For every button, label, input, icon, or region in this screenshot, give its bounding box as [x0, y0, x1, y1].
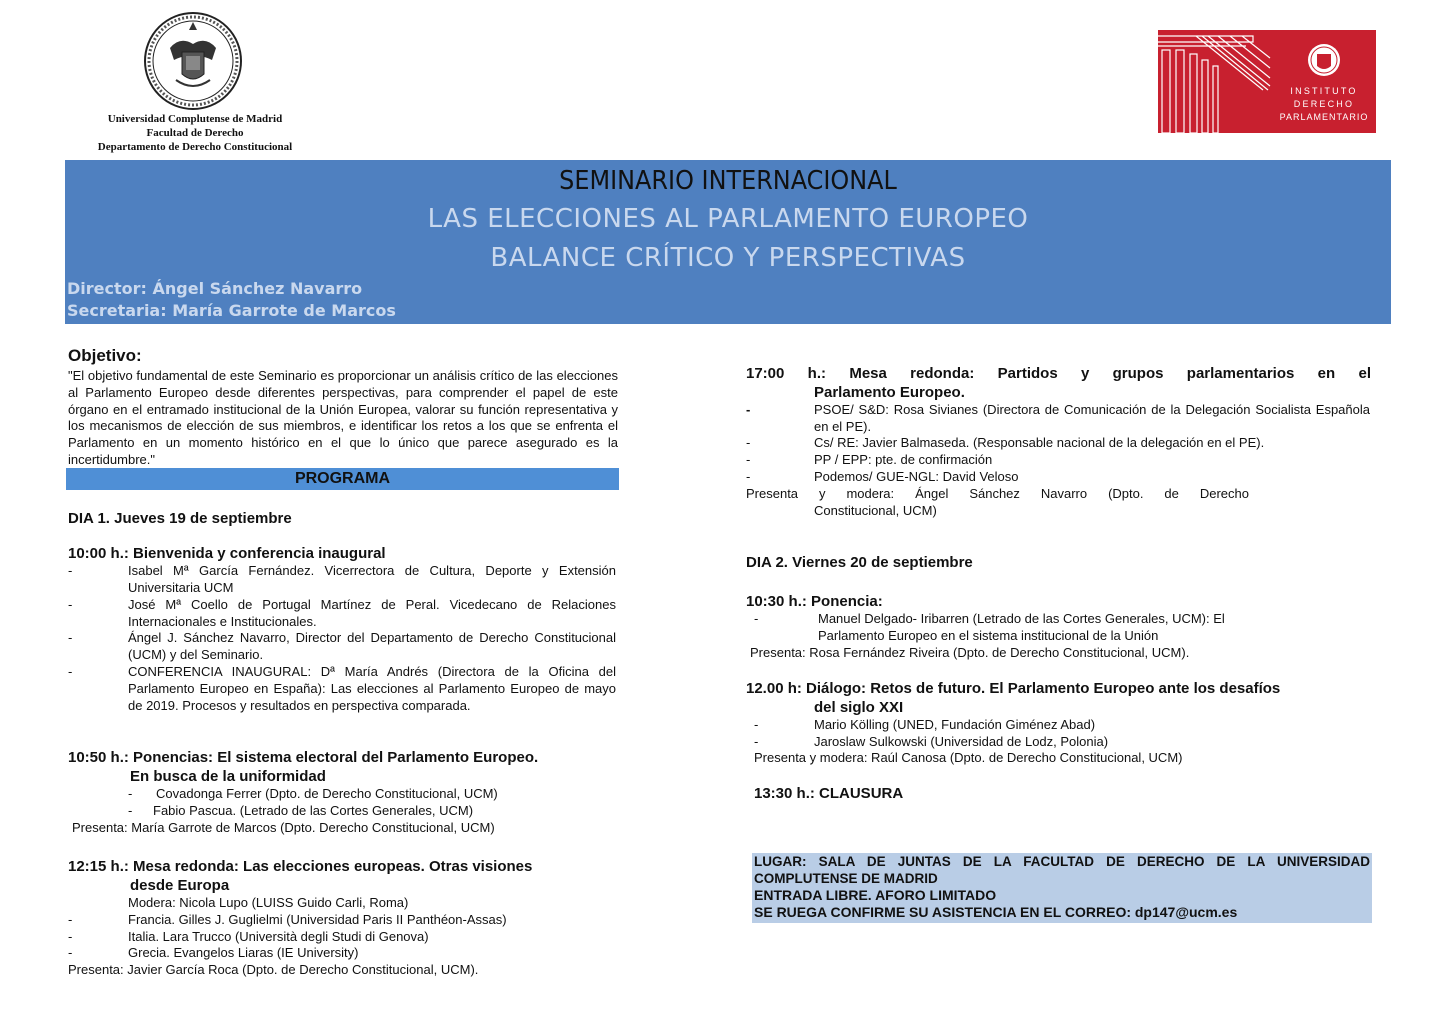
session-heading: 12:15 h.: Mesa redonda: Las elecciones europeas. Otras visiones: [68, 858, 533, 875]
bullet-dash: -: [746, 402, 751, 417]
bullet-dash: -: [128, 786, 133, 801]
bullet-dash: -: [68, 630, 73, 645]
institute-line-1: INSTITUTO: [1290, 86, 1358, 96]
list-item: Grecia. Evangelos Liaras (IE University): [128, 945, 359, 960]
bullet-dash: -: [68, 929, 73, 944]
list-item: José Mª Coello de Portugal Martínez de Peral. Vicedecano de Relaciones Internacionales e Institucionales.: [128, 597, 616, 629]
session-heading: 10:50 h.: Ponencias: El sistema electoral del Parlamento Europeo.: [68, 749, 539, 766]
session-heading: 10:30 h.: Ponencia:: [746, 593, 883, 610]
session-heading: 12.00 h: Diálogo: Retos de futuro. El Parlamento Europeo ante los desafíos: [746, 680, 1281, 697]
title-band: [65, 160, 1391, 324]
list-item: Cs/ RE: Javier Balmaseda. (Responsable nacional de la delegación en el PE).: [814, 435, 1265, 450]
university-name: [60, 112, 330, 154]
list-item: Mario Kölling (UNED, Fundación Giménez Abad): [814, 717, 1096, 732]
presenter: Presenta y modera: Raúl Canosa (Dpto. de Derecho Constitucional, UCM): [754, 750, 1183, 765]
crest-icon: [1306, 40, 1342, 82]
list-item: Isabel Mª García Fernández. Vicerrectora de Cultura, Deporte y Extensión Universitaria UCM: [128, 563, 616, 595]
list-item-cont: Parlamento Europeo en el sistema institucional de la Unión: [818, 628, 1159, 643]
list-item: Italia. Lara Trucco (Università degli Studi di Genova): [128, 929, 429, 944]
presenter: Presenta y modera: Ángel Sánchez Navarro (Dpto. de Derecho: [746, 486, 1249, 501]
session-heading-cont: En busca de la uniformidad: [130, 768, 326, 785]
bullet-dash: -: [754, 717, 759, 732]
list-item: Ángel J. Sánchez Navarro, Director del Departamento de Derecho Constitucional (UCM) y del Seminario.: [128, 630, 616, 662]
university-line: Universidad Complutense de Madrid: [107, 113, 283, 125]
venue-line: LUGAR: SALA DE JUNTAS DE LA FACULTAD DE DERECHO DE LA UNIVERSIDAD: [754, 854, 1370, 869]
list-item: Manuel Delgado- Iribarren (Letrado de las Cortes Generales, UCM): El: [818, 611, 1225, 626]
bullet-dash: -: [746, 452, 751, 467]
day1-title: DIA 1. Jueves 19 de septiembre: [68, 510, 292, 527]
session-heading-cont: desde Europa: [130, 877, 230, 894]
seminar-subtitle: BALANCE CRÍTICO Y PERSPECTIVAS: [490, 243, 966, 273]
bullet-dash: -: [754, 734, 759, 749]
moderator: Modera: Nicola Lupo (LUISS Guido Carli, Roma): [128, 895, 409, 910]
presenter-cont: Constitucional, UCM): [814, 503, 937, 518]
list-item: PP / EPP: pte. de confirmación: [814, 452, 993, 467]
faculty-line: Facultad de Derecho: [146, 127, 244, 139]
day2-title: DIA 2. Viernes 20 de septiembre: [746, 554, 973, 571]
secretary: Secretaria: María Garrote de Marcos: [67, 301, 396, 320]
bullet-dash: -: [68, 563, 73, 578]
list-item: Covadonga Ferrer (Dpto. de Derecho Constitucional, UCM): [156, 786, 498, 801]
session-heading-cont: Parlamento Europeo.: [814, 384, 965, 401]
presenter: Presenta: Javier García Roca (Dpto. de Derecho Constitucional, UCM).: [68, 962, 479, 977]
list-item: PSOE/ S&D: Rosa Sivianes (Directora de Comunicación de la Delegación Socialista Española en el PE).: [814, 402, 1370, 434]
list-item: Podemos/ GUE-NGL: David Veloso: [814, 469, 1019, 484]
bullet-dash: -: [128, 803, 133, 818]
presenter: Presenta: Rosa Fernández Riveira (Dpto. de Derecho Constitucional, UCM).: [750, 645, 1190, 660]
list-item: Jaroslaw Sulkowski (Universidad de Lodz, Polonia): [814, 734, 1109, 749]
director: Director: Ángel Sánchez Navarro: [67, 279, 363, 298]
institute-line-3: PARLAMENTARIO: [1279, 112, 1369, 122]
seminar-title: LAS ELECCIONES AL PARLAMENTO EUROPEO: [427, 204, 1029, 234]
closing: 13:30 h.: CLAUSURA: [754, 785, 904, 802]
programa-bar: PROGRAMA: [66, 468, 619, 490]
institute-logo: [1158, 30, 1376, 133]
department-line: Departamento de Derecho Constitucional: [97, 141, 293, 153]
objective-heading: Objetivo:: [68, 346, 142, 365]
venue-line-cont: COMPLUTENSE DE MADRID: [754, 871, 938, 886]
list-item: Fabio Pascua. (Letrado de las Cortes Generales, UCM): [153, 803, 474, 818]
session-heading: 10:00 h.: Bienvenida y conferencia inaugural: [68, 545, 386, 562]
list-item: CONFERENCIA INAUGURAL: Dª María Andrés (Directora de la Oficina del Parlamento Europeo en España): Las elecciones al Parlamento Europeo de mayo de 2019. Procesos y resultados en perspectiva comparada.: [128, 664, 616, 713]
bullet-dash: -: [746, 469, 751, 484]
bullet-dash: -: [754, 611, 759, 626]
bullet-dash: -: [68, 945, 73, 960]
bullet-dash: -: [68, 597, 73, 612]
ucm-seal-icon: [140, 8, 246, 114]
bullet-dash: -: [746, 435, 751, 450]
bullet-dash: -: [68, 912, 73, 927]
bullet-dash: -: [68, 664, 73, 679]
entry-info: ENTRADA LIBRE. AFORO LIMITADO: [754, 887, 997, 903]
presenter: Presenta: María Garrote de Marcos (Dpto. Derecho Constitucional, UCM): [72, 820, 495, 835]
institute-line-2: DERECHO: [1293, 99, 1355, 109]
session-heading: 17:00 h.: Mesa redonda: Partidos y grupos parlamentarios en el: [746, 365, 1371, 382]
list-item: Francia. Gilles J. Guglielmi (Universidad Paris II Panthéon-Assas): [128, 912, 507, 927]
venue-box: [752, 853, 1372, 923]
rsvp-info: SE RUEGA CONFIRME SU ASISTENCIA EN EL CORREO: dp147@ucm.es: [754, 904, 1238, 920]
seminar-type: SEMINARIO INTERNACIONAL: [559, 166, 897, 196]
objective-text: "El objetivo fundamental de este Seminario es proporcionar un análisis crítico de las elecciones al Parlamento Europeo desde diferentes perspectivas, para comprender el papel de este órgano en el entramado institucional de la Unión Europea, valorar su función representativa y los mecanismos de elección de sus miembros, e identificar los retos a los que se enfrenta el Parlamento en un momento histórico en el que lo único que parece asegurado es la incertidumbre.": [68, 368, 618, 467]
session-heading-cont: del siglo XXI: [814, 699, 904, 716]
